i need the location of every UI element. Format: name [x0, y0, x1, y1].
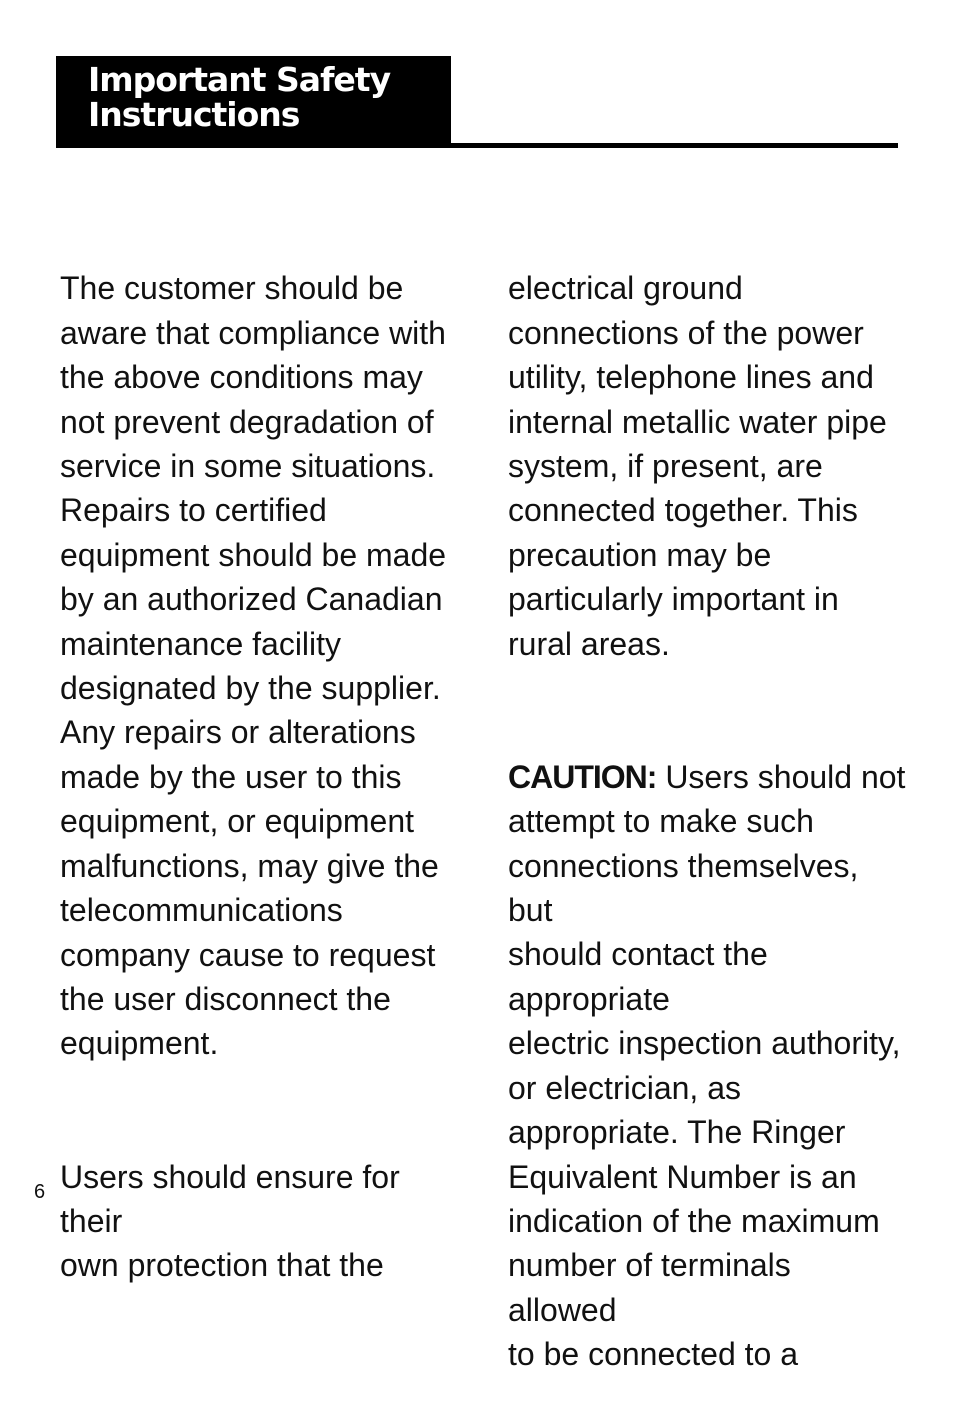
header-rule [56, 143, 898, 148]
right-column [508, 222, 908, 1421]
page-title: Important Safety Instructions [88, 60, 391, 134]
caution-label: CAUTION: [508, 758, 657, 795]
paragraph-ground-connections: electrical ground connections of the power utility, telephone lines and internal metallic water pipe system, if present, are connected together. This precaution may be particularly important in rural areas. [508, 270, 887, 662]
caution-text: Users should not attempt to make such connections themselves, but should contact the appropriate electric inspection authority, or electrician, as appropriate. The Ringer Equivalent Number is an indication of the maximum number of terminals allowed to be connected to a [508, 758, 906, 1373]
paragraph-compliance: The customer should be aware that compliance with the above conditions may not prevent degradation of service in some situations. Repairs to certified equipment should be made by an authorized Canadian maintenance facility designated by the supplier. Any repairs or alterations made by the user to this equipment, or equipment malfunctions, may give the telecommunications company cause to request the user disconnect the equipment. [60, 270, 447, 1062]
page-number: 6 [34, 1181, 46, 1203]
left-column [60, 222, 460, 1332]
paragraph-user-protection: Users should ensure for their own protection that the [60, 1158, 400, 1284]
section-header-box [56, 56, 451, 148]
paragraph-caution [508, 755, 908, 1377]
